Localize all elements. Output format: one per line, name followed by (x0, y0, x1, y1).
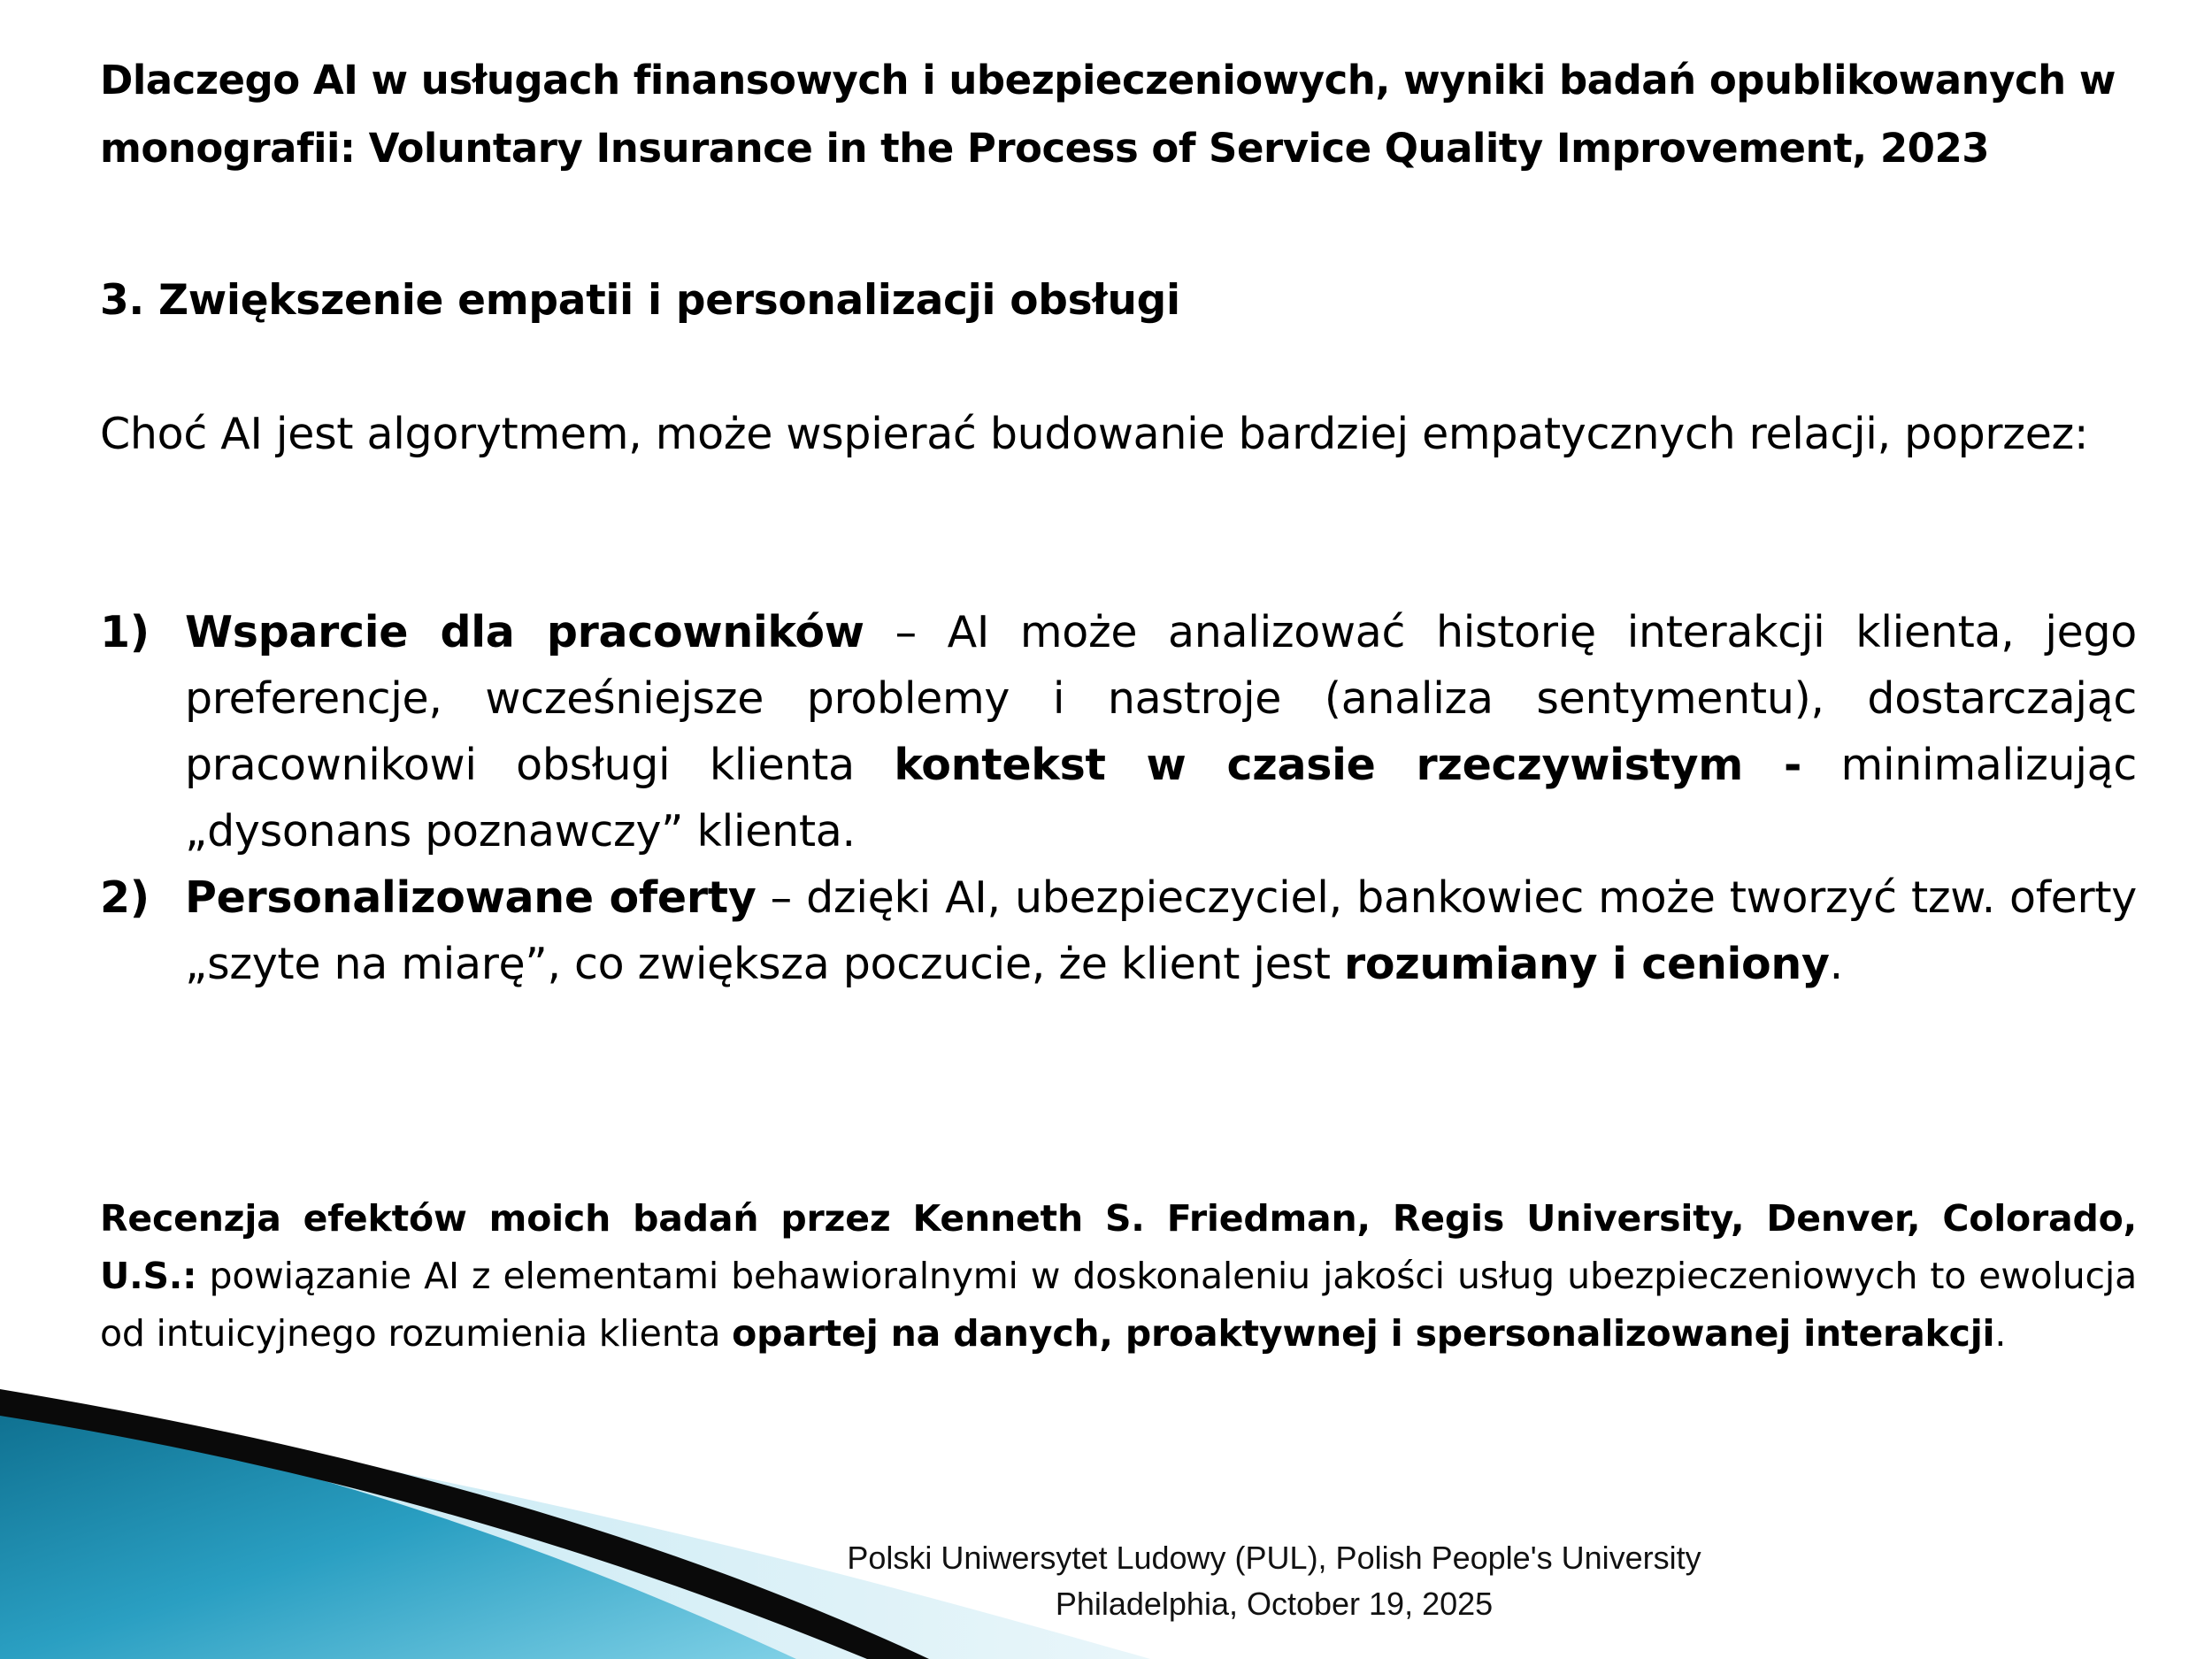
list-item-bold-mid: kontekst w czasie rzeczywistym - (894, 740, 1802, 790)
list-item-number: 1) (100, 607, 150, 657)
review-bold-mid: opartej na danych, proaktywnej i spersonalizowanej interakcji (732, 1312, 1995, 1355)
intro-paragraph: Choć AI jest algorytmem, może wspierać budowanie bardziej empatycznych relacji, poprzez: (100, 409, 2089, 459)
footer-line-institution: Polski Uniwersytet Ludowy (PUL), Polish People's University (847, 1540, 1701, 1576)
review-text-b: . (1994, 1312, 2007, 1355)
footer (619, 1535, 1929, 1627)
list-item-bold-mid: rozumiany i ceniony (1343, 939, 1830, 989)
footer-line-place-date: Philadelphia, October 19, 2025 (1055, 1586, 1494, 1622)
review-paragraph (100, 1190, 2137, 1363)
list-item-number: 2) (100, 872, 150, 923)
points-list (100, 599, 2137, 997)
list-item-text-b: . (1829, 939, 1843, 989)
list-item-text-b: minimalizując „dysonans poznawczy” klienta. (185, 740, 2137, 856)
list-item-text (185, 864, 2137, 997)
list-item-text (185, 599, 2137, 864)
list-item (100, 599, 2137, 864)
list-item (100, 864, 2137, 997)
review-text-a: powiązanie AI z elementami behawioralnymi w doskonaleniu jakości usług ubezpieczeniowych to ewolucja od intuicyjnego rozumienia klienta (100, 1255, 2137, 1355)
section-heading: 3. Zwiększenie empatii i personalizacji obsługi (100, 276, 1180, 325)
list-item-text-a: – dzięki AI, ubezpieczyciel, bankowiec może tworzyć tzw. oferty „szyte na miarę”, co zwiększa poczucie, że klient jest (185, 872, 2137, 989)
list-item-bold-lead: Wsparcie dla pracowników (185, 607, 864, 657)
list-item-bold-lead: Personalizowane oferty (185, 872, 757, 923)
page-title: Dlaczego AI w usługach finansowych i ubezpieczeniowych, wyniki badań opublikowanych w monografii: Voluntary Insurance in the Process of Service Quality Improvement, 2023 (100, 57, 2116, 172)
list-item-text-a: – AI może analizować historię interakcji klienta, jego preferencje, wcześniejsze problemy i nastroje (analiza sentymentu), dostarczając pracownikowi obsługi klienta (185, 607, 2137, 790)
review-bold-lead: Recenzja efektów moich badań przez Kenneth S. Friedman, Regis University, Denver, Colorado, U.S.: (100, 1197, 2137, 1297)
